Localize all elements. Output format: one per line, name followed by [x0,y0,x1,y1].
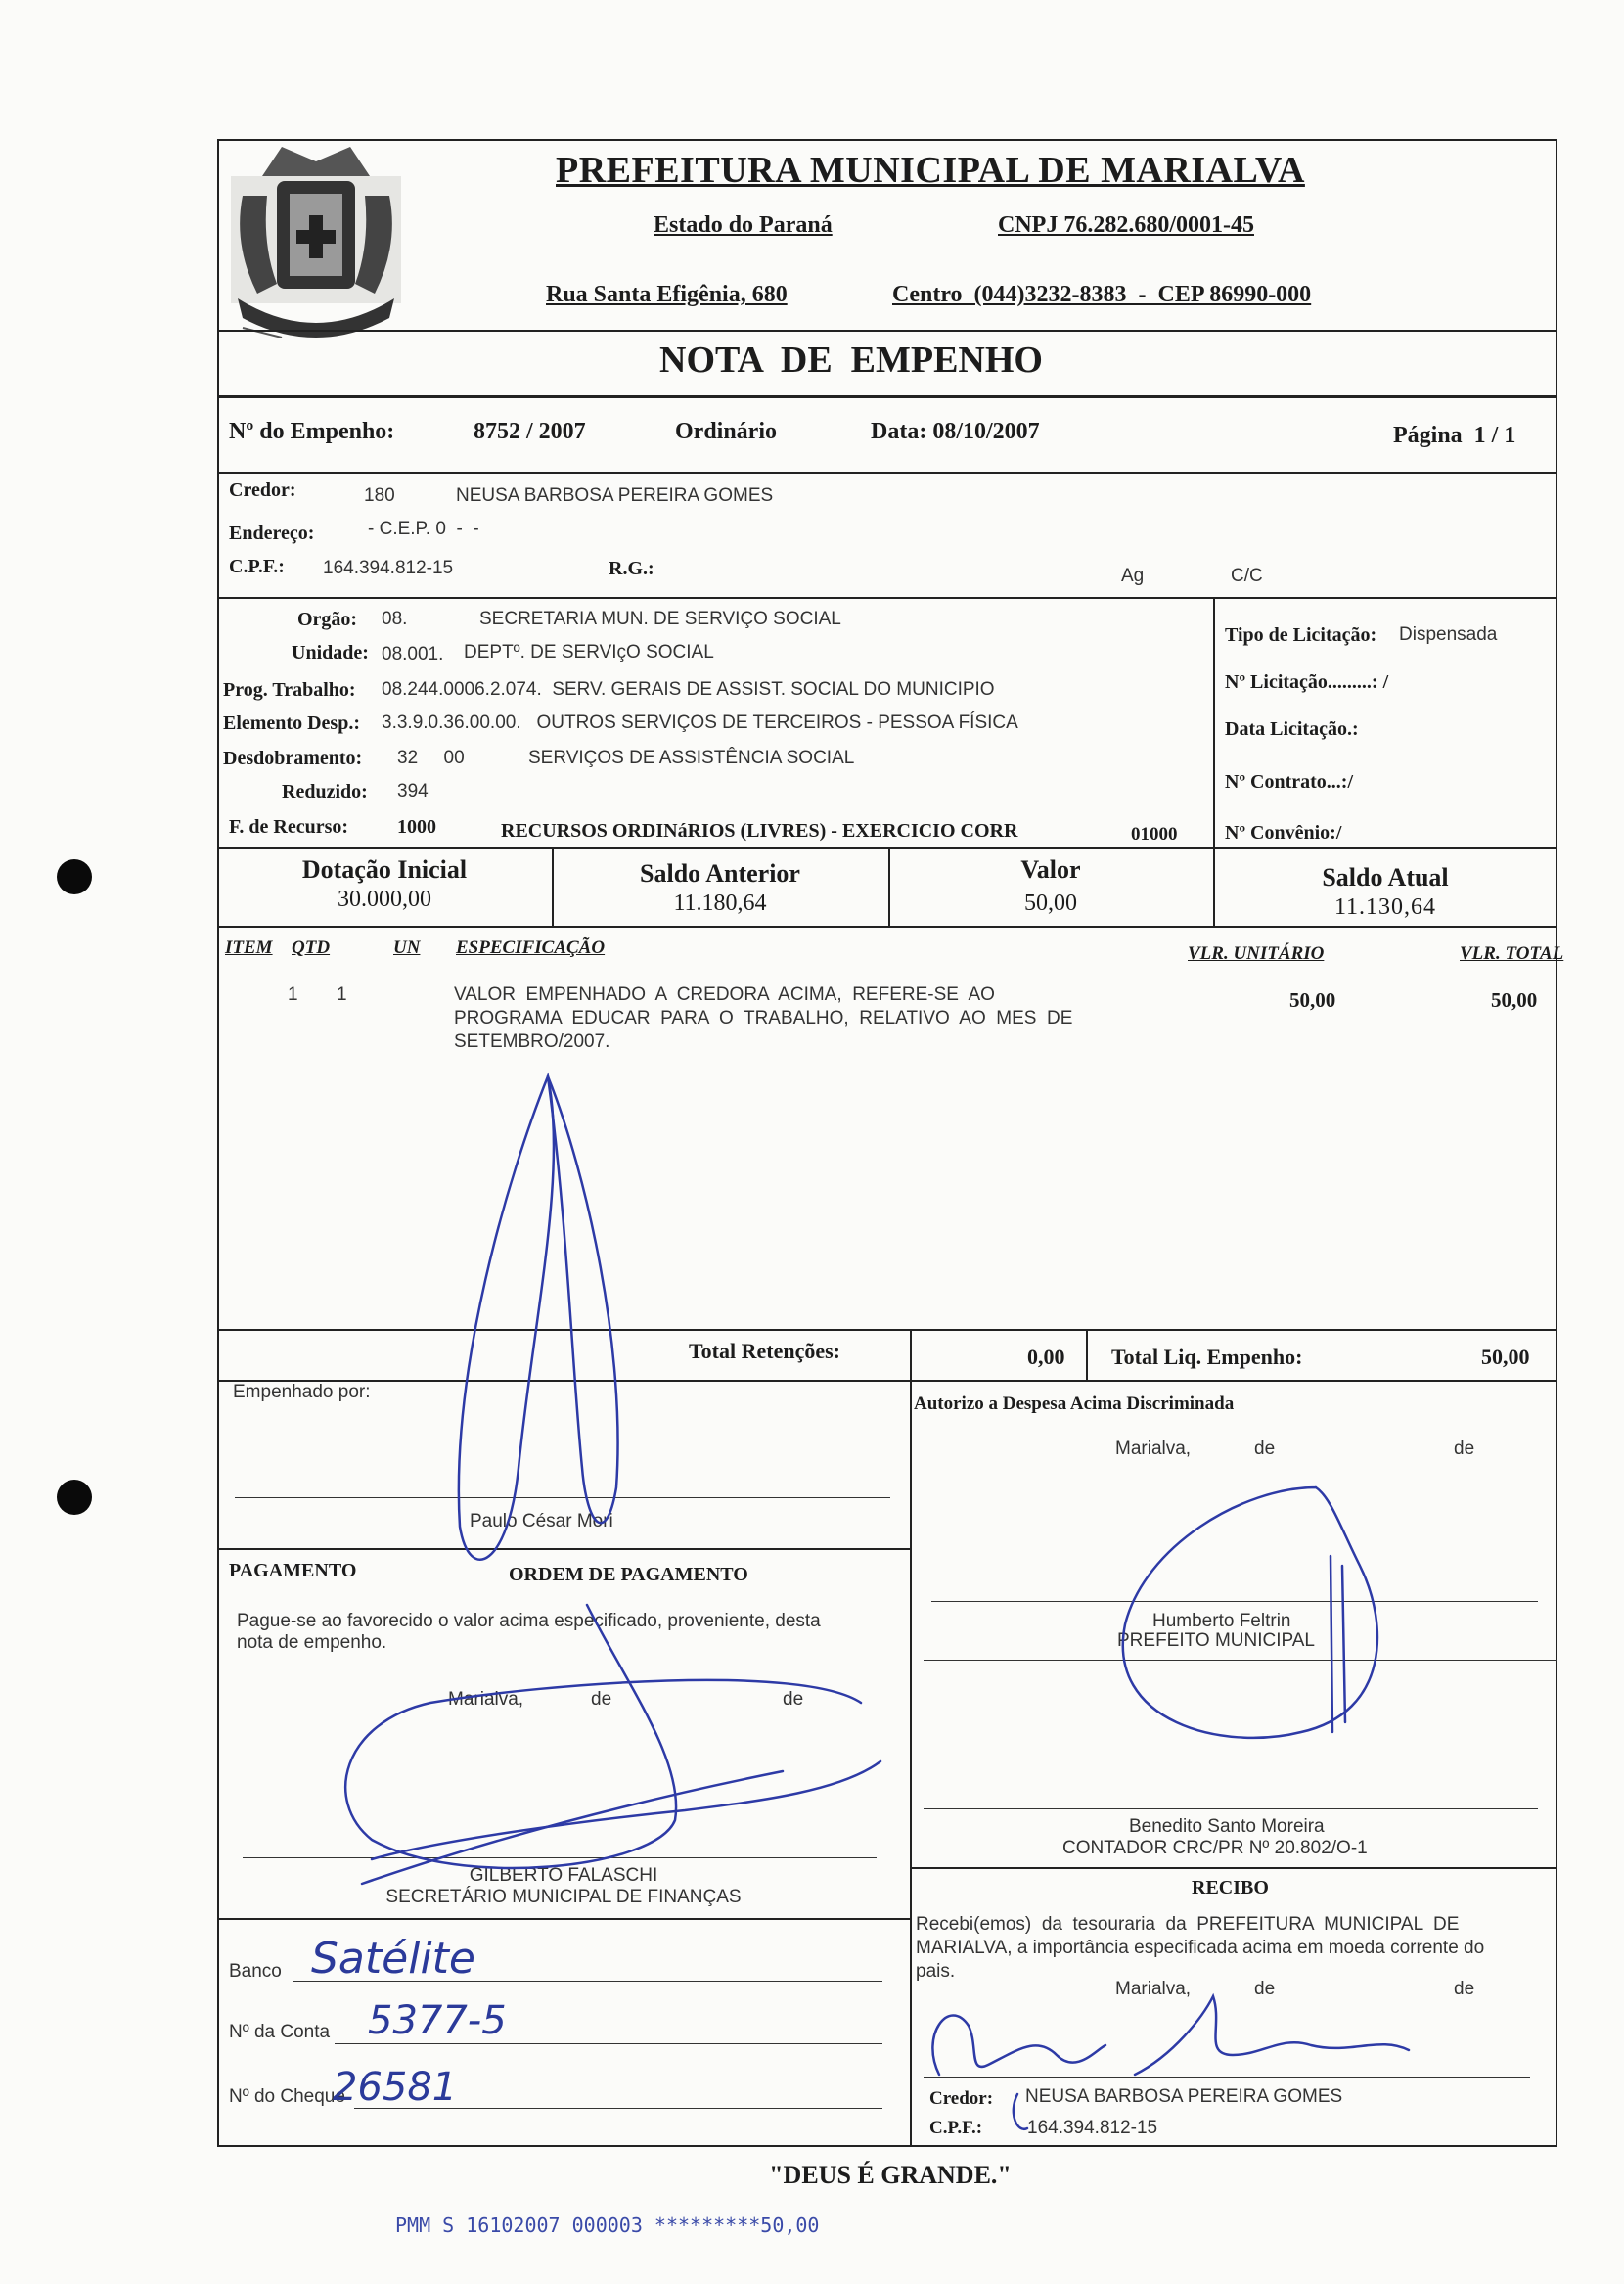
recurso-value: RECURSOS ORDINáRIOS (LIVRES) - EXERCICIO CORR [501,820,1018,842]
saldo-anterior-value: 11.180,64 [673,891,767,916]
conta-value: 5377-5 [368,1998,507,2043]
credor-name: NEUSA BARBOSA PEREIRA GOMES [456,485,774,506]
address-value: - C.E.P. 0 - - [368,519,479,539]
elemento-label: Elemento Desp.: [223,712,360,734]
dotacao-label: Dotação Inicial [301,855,468,884]
recurso-label: F. de Recurso: [229,816,349,838]
recibo-credor-label: Credor: [929,2088,994,2109]
recibo-cpf-label: C.P.F.: [929,2118,983,2138]
col-vlr-total: VLR. TOTAL [1460,943,1564,964]
orgao-name: SECRETARIA MUN. DE SERVIÇO SOCIAL [479,609,841,629]
unidade-label: Unidade: [292,642,369,663]
orgao-label: Orgão: [297,609,358,630]
page-number: Página 1 / 1 [1393,423,1516,448]
cheque-label: Nº do Cheque [229,2086,345,2107]
recibo-title: RECIBO [1192,1877,1269,1898]
rg-label: R.G.: [609,558,654,579]
recurso-code: 1000 [397,816,436,838]
tipo-licitacao-value: Dispensada [1399,624,1498,645]
recibo-credor-name: NEUSA BARBOSA PEREIRA GOMES [1025,2086,1343,2107]
autorizo-text: Autorizo a Despesa Acima Discriminada [914,1393,1235,1414]
account-label: C/C [1231,566,1263,586]
saldo-anterior-label: Saldo Anterior [640,859,800,888]
secretario-name: GILBERTO FALASCHI [469,1865,658,1886]
punch-hole-bottom [57,1480,92,1515]
empenho-number-label: Nº do Empenho: [229,419,395,444]
recibo-place: Marialva, [1115,1979,1192,1999]
prog-label: Prog. Trabalho: [223,679,356,701]
address-label: Endereço: [229,523,315,544]
item-qtd: 1 [337,984,347,1005]
autorizo-place: Marialva, [1115,1439,1192,1459]
prefeito-title: PREFEITO MUNICIPAL [1117,1630,1315,1651]
recibo-de-1: de [1254,1979,1276,1999]
valor-label: Valor [1020,855,1081,884]
document-title: NOTA DE EMPENHO [659,340,1043,381]
unidade-code: 08.001. [382,644,444,664]
col-vlr-unitario: VLR. UNITÁRIO [1188,943,1325,964]
footer-code: PMM S 16102007 000003 *********50,00 [395,2214,820,2237]
orgao-code: 08. [382,609,408,629]
prog-value: 08.244.0006.2.074. SERV. GERAIS DE ASSIST. SOCIAL DO MUNICIPIO [382,679,995,700]
desdobramento-value: SERVIÇOS DE ASSISTÊNCIA SOCIAL [528,748,855,768]
autorizo-de-1: de [1254,1439,1276,1459]
conta-label: Nº da Conta [229,2022,331,2042]
contrato-number: Nº Contrato...:/ [1225,771,1354,793]
licitacao-date-label: Data Licitação.: [1225,718,1359,740]
pagamento-text-line2: nota de empenho. [237,1632,387,1653]
licitacao-number: Nº Licitação.........: / [1225,671,1389,693]
street-address: Rua Santa Efigênia, 680 [546,282,788,307]
tipo-licitacao-label: Tipo de Licitação: [1225,624,1377,646]
secretario-title: SECRETÁRIO MUNICIPAL DE FINANÇAS [385,1887,742,1907]
ordem-pagamento-label: ORDEM DE PAGAMENTO [509,1564,748,1585]
total-retencoes-label: Total Retenções: [689,1339,840,1363]
punch-hole-top [57,859,92,894]
contador-title: CONTADOR CRC/PR Nº 20.802/O-1 [1062,1838,1368,1858]
reduzido-value: 394 [397,781,429,801]
dotacao-value: 30.000,00 [338,887,431,912]
pagamento-de-1: de [591,1689,612,1710]
credor-label: Credor: [229,480,296,501]
cpf-value: 164.394.812-15 [323,558,454,578]
col-un: UN [393,937,421,958]
contact-info: Centro (044)3232-8383 - CEP 86990-000 [892,282,1312,307]
state-name: Estado do Paraná [654,212,833,238]
col-item: ITEM [225,937,273,958]
contador-name: Benedito Santo Moreira [1129,1816,1325,1837]
pagamento-label: PAGAMENTO [229,1560,357,1581]
recibo-text-line2: MARIALVA, a importância especificada acima em moeda corrente do [916,1938,1485,1958]
cpf-label: C.P.F.: [229,556,285,577]
total-liquido-value: 50,00 [1481,1345,1530,1369]
elemento-value: 3.3.9.0.36.00.00. OUTROS SERVIÇOS DE TERCEIROS - PESSOA FÍSICA [382,712,1018,733]
autorizo-de-2: de [1454,1439,1475,1459]
cheque-value: 26581 [333,2065,458,2110]
desdobramento-code: 32 00 [397,748,465,768]
recibo-de-2: de [1454,1979,1475,1999]
pagamento-de-2: de [783,1689,804,1710]
agency-label: Ag [1121,566,1145,586]
municipality-title: PREFEITURA MUNICIPAL DE MARIALVA [556,150,1305,191]
saldo-atual-label: Saldo Atual [1322,863,1449,891]
item-spec-line2: PROGRAMA EDUCAR PARA O TRABALHO, RELATIVO AO MES DE [454,1008,1073,1028]
item-number: 1 [288,984,298,1005]
item-total-value: 50,00 [1491,988,1538,1012]
desdobramento-label: Desdobramento: [223,748,363,769]
empenho-date: Data: 08/10/2007 [871,419,1040,444]
total-liquido-label: Total Liq. Empenho: [1111,1345,1303,1369]
empenhado-name: Paulo César Mori [470,1511,613,1531]
coat-of-arms-icon [223,137,409,338]
recibo-text-line3: pais. [916,1961,956,1982]
banco-value: Satélite [311,1934,475,1984]
col-especificacao: ESPECIFICAÇÃO [456,937,606,958]
valor-value: 50,00 [1024,891,1077,916]
recibo-text-line1: Recebi(emos) da tesouraria da PREFEITURA MUNICIPAL DE [916,1914,1460,1935]
empenhado-label: Empenhado por: [233,1382,371,1402]
footer-motto: "DEUS É GRANDE." [769,2161,1012,2189]
reduzido-label: Reduzido: [282,781,368,802]
unidade-name: DEPTº. DE SERVIçO SOCIAL [464,642,714,662]
recibo-cpf-value: 164.394.812-15 [1027,2118,1158,2138]
item-unit-value: 50,00 [1289,988,1336,1012]
pagamento-text-line1: Pague-se ao favorecido o valor acima especificado, proveniente, desta [237,1611,821,1631]
item-spec-line3: SETEMBRO/2007. [454,1031,610,1052]
convenio-number: Nº Convênio:/ [1225,822,1342,844]
prefeito-name: Humberto Feltrin [1152,1611,1291,1631]
item-spec-line1: VALOR EMPENHADO A CREDORA ACIMA, REFERE-SE AO [454,984,995,1005]
saldo-atual-value: 11.130,64 [1333,894,1437,920]
col-qtd: QTD [292,937,331,958]
cnpj: CNPJ 76.282.680/0001-45 [998,212,1254,238]
total-retencoes-value: 0,00 [1027,1345,1065,1369]
empenho-type: Ordinário [675,419,778,444]
recurso-number: 01000 [1131,824,1178,845]
banco-label: Banco [229,1961,282,1982]
pagamento-place: Marialva, [448,1689,524,1710]
empenho-number: 8752 / 2007 [474,419,586,444]
credor-code: 180 [364,485,395,506]
